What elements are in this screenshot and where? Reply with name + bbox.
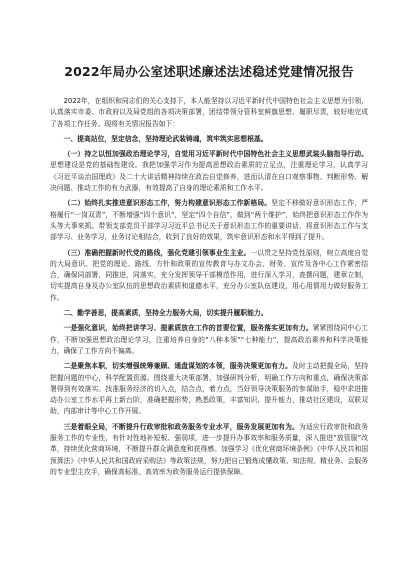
section-2-item-1-body: 紧紧围绕同中心工作，不断加强思想政治理论学习，注重培养自身的“八种本领”“七种能力”，提高政治素养和科学决策能力，确保了工作方向不偏离。 <box>50 324 369 355</box>
document-title: 2022年局办公室述职述廉述法述稳述党建情况报告 <box>64 64 354 79</box>
section-2-item-2-lead: 二是聚焦本职，切实增强统筹兼顾、通盘谋划的本领，服务决策更加有力。 <box>63 362 292 371</box>
section-2-item-3-lead: 三是着眼全局，不断提升行政审批和政务服务专业水平，服务发展更加有为。 <box>63 422 299 431</box>
section-2-item-1-lead: 一是强化意识，始终把讲学习、提素质放在工作的首要位置，服务落实更加有力。 <box>63 324 313 333</box>
intro-paragraph: 2022年，在组织和同志们的关心支持下，本人能坚持以习近平新时代中国特色社会主义思想为引领，认真落实市委、市政府以及局党组的各项决策部署，团结带领分管科室鲜旗思想、履职尽责，较好地完成了各项工作任务。现将有关情况报告如下： <box>50 97 368 128</box>
section-1-item-2-body: 坚定不移做好意识形态工作，严格履行“一岗双责”，不断增强“四个意识”，坚定“四个自信”，做到“两个维护”，始终把意识形态工作作为头等大事来抓。带领支部党员干部学习习近平总书记关于意识形态工作的重要讲话，将意识形态工作与支部学习、业务学习，业务讨论相结合，收到了良好的效果，筑牢意识形态和水平得到了提升。 <box>50 199 369 242</box>
section-2-item-2-body: 及时主动把握全局，坚持把握问题的中心，科学配置资源。围绕重大决策部署，加强研判分析，明确工作方向和重点，确保决策部署得到有效落实。找准服务经济的切入点，结合点，着力点，当好领导决策服务的参谋助手，稳中求进推动办公室工作水平再上新台阶，准确把握形势，熟悉政策，丰富知识，提升能力，推动社区建设，双联双助，内部审计等中心工作开展。 <box>50 362 369 416</box>
section-1-item-3-body: 一以贯之坚持党性原则，树立高度自觉的大局意识、把党的理论、路线、方针和政策的宣传教育与办文办会、财务、宣传及各中心工作紧密结合，确保同部署，同推进，同落实，充分发挥领导干部模范作用，进行深入学习，查摆问题，建章立制，切实提高自身及办公室队伍的思想政治素质和道德水平，充分办公室队伍建设，用心用情用力做好服务工作。 <box>50 248 369 302</box>
section-1-item-1-lead: （一）持之以恒加强政治理论学习，自觉用习近平新时代中国特色社会主义思想武装头脑指导行动。 <box>63 150 368 159</box>
section-2-item-1 <box>50 323 368 357</box>
section-1-item-3-lead: （三）准确把握新时代党的路线，强化党建引领事业生主业。 <box>63 248 251 257</box>
section-2-heading: 二、勤学善思，提高素质，坚持全力服务大局，切实提升履职能力。 <box>63 309 268 318</box>
section-2-item-2 <box>50 361 368 417</box>
section-1-item-2 <box>50 198 368 243</box>
section-1-item-1 <box>50 149 368 194</box>
section-1-item-3 <box>50 248 368 304</box>
section-2-item-3 <box>50 422 368 478</box>
section-1-item-1-body: 思想建设是党的基础性建设。我把加强学习作为提高思想政治素质的立足点，注重理论学习，认真学习《习近平谈治国理政》及二十大讲话精神持续在政治自觉修养，进而认清在自口观察事物、判断形势、解决问题、推动工作的有力武器，有效提高了自身的理论素质和工作水平。 <box>50 161 368 193</box>
section-1-item-2-lead: （二）始终扎实推进意识形态工作，努力构建意识形态工作新格局。 <box>63 199 272 208</box>
section-2-item-3-body: 为适应行政审批和政务服务工作的专业性，有针对性地补短板、强弱项，进一步提升办事效率和服务质量，深入推进“放管服”改革，持续优化营商环境，不断提升群众满意度和获得感。加强学习《优化营商环境条例》《中华人民共和国预算法》《中华人民共和国政府采购法》等政策法规，努力把自己锻炼成懂政策、知法规、精业务、会服务的专业型主攻手，确保高标准、高效率为政务服务运行提供保障。 <box>50 422 369 476</box>
section-1-heading: 一、提高站位，坚定信念，坚持理论武装铸魂，筑牢筑实思想根基。 <box>63 134 268 143</box>
